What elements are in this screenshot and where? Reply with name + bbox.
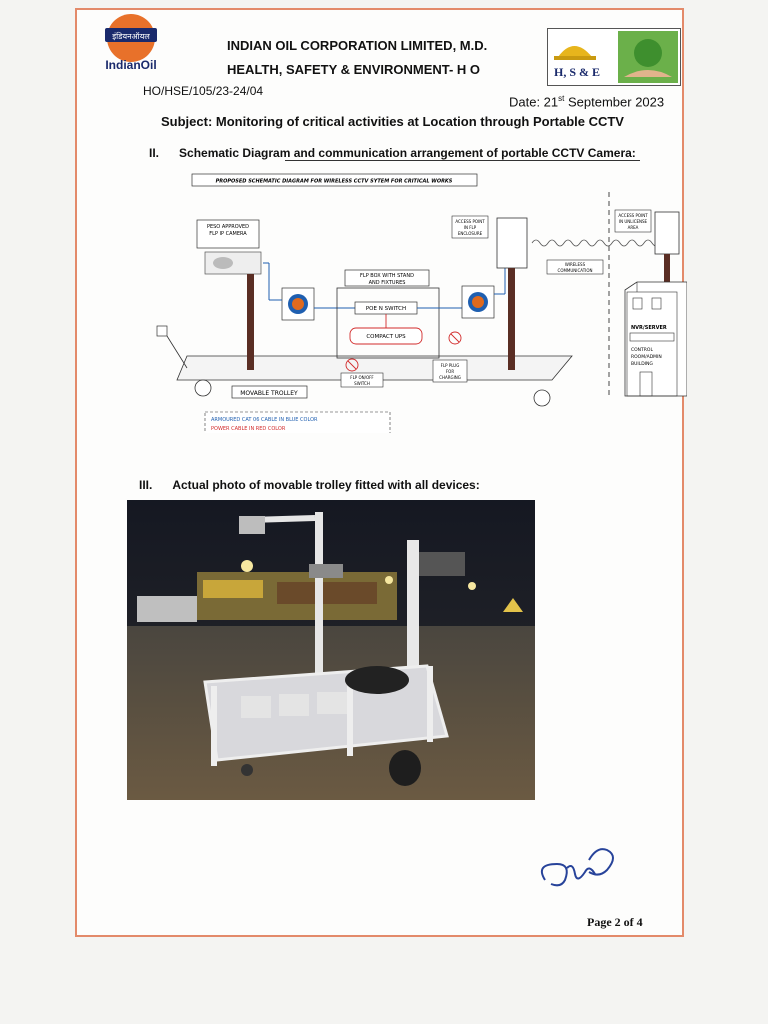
- svg-text:FLP ON/OFF: FLP ON/OFF: [350, 375, 374, 380]
- svg-text:FLP PLUG: FLP PLUG: [440, 363, 460, 368]
- svg-text:WIRELESS: WIRELESS: [564, 262, 586, 267]
- svg-text:POE N SWITCH: POE N SWITCH: [365, 306, 407, 312]
- access-point-pole: [508, 268, 515, 370]
- svg-text:ARMOURED CAT 06 CABLE IN BLUE: ARMOURED CAT 06 CABLE IN BLUE COLOR: [211, 417, 318, 423]
- svg-text:AREA: AREA: [627, 225, 639, 230]
- svg-text:COMMUNICATION: COMMUNICATION: [557, 268, 593, 273]
- wireless-wave: [532, 240, 660, 246]
- hse-badge: [547, 28, 681, 86]
- svg-text:ACCESS POINT: ACCESS POINT: [455, 219, 485, 224]
- signature: [527, 840, 627, 900]
- svg-text:IN UNLICENSE: IN UNLICENSE: [618, 219, 648, 224]
- svg-text:IN FLP: IN FLP: [463, 225, 477, 230]
- access-point-icon: [497, 218, 527, 268]
- page-number: Page 2 of 4: [587, 915, 643, 929]
- control-room-building: [625, 282, 687, 396]
- svg-text:FOR: FOR: [445, 369, 455, 374]
- section-2-underline: [285, 160, 640, 161]
- svg-text:CHARGING: CHARGING: [439, 375, 461, 380]
- diagram-title: PROPOSED SCHEMATIC DIAGRAM FOR WIRELESS CCTV SYTEM FOR CRITICAL WORKS: [215, 178, 453, 185]
- svg-text:BUILDING: BUILDING: [631, 362, 653, 367]
- document-date: Date: 21st September 2023: [509, 94, 665, 110]
- svg-text:COMPACT UPS: COMPACT UPS: [366, 334, 406, 340]
- svg-text:NVR/SERVER: NVR/SERVER: [631, 325, 667, 331]
- camera-pole: [247, 274, 254, 370]
- department-name: HEALTH, SAFETY & ENVIRONMENT- H O: [227, 62, 481, 77]
- trolley-photo: [127, 500, 535, 800]
- schematic-diagram: [147, 168, 687, 433]
- hse-label: H, S & E: [554, 65, 601, 79]
- svg-text:AND FIXTURES: AND FIXTURES: [368, 280, 406, 286]
- svg-text:FLP BOX WITH STAND: FLP BOX WITH STAND: [360, 273, 414, 279]
- svg-text:PESO APPROVED: PESO APPROVED: [206, 224, 250, 230]
- logo-wordmark: IndianOil: [105, 58, 157, 72]
- svg-text:POWER CABLE IN RED COLOR: POWER CABLE IN RED COLOR: [211, 426, 286, 432]
- section-2-heading: II. Schematic Diagram and communication arrangement of portable CCTV Camera:: [149, 146, 636, 160]
- svg-text:ENCLOSURE: ENCLOSURE: [457, 231, 483, 236]
- svg-text:इंडियनऑयल: इंडियनऑयल: [112, 32, 150, 41]
- svg-text:SWITCH: SWITCH: [354, 381, 370, 386]
- organization-name: INDIAN OIL CORPORATION LIMITED, M.D.: [227, 38, 488, 53]
- document-page: [75, 8, 684, 937]
- svg-text:CONTROL: CONTROL: [631, 348, 653, 353]
- svg-text:FLP IP CAMERA: FLP IP CAMERA: [209, 231, 247, 237]
- svg-text:ROOM/ADMIN: ROOM/ADMIN: [631, 355, 662, 360]
- reference-number: HO/HSE/105/23-24/04: [143, 84, 264, 98]
- trolley-label: MOVABLE TROLLEY: [240, 390, 298, 397]
- svg-text:ACCESS POINT: ACCESS POINT: [618, 213, 648, 218]
- section-3-heading: III. Actual photo of movable trolley fitted with all devices:: [139, 478, 480, 492]
- subject-line: Subject: Monitoring of critical activities at Location through Portable CCTV: [161, 114, 624, 129]
